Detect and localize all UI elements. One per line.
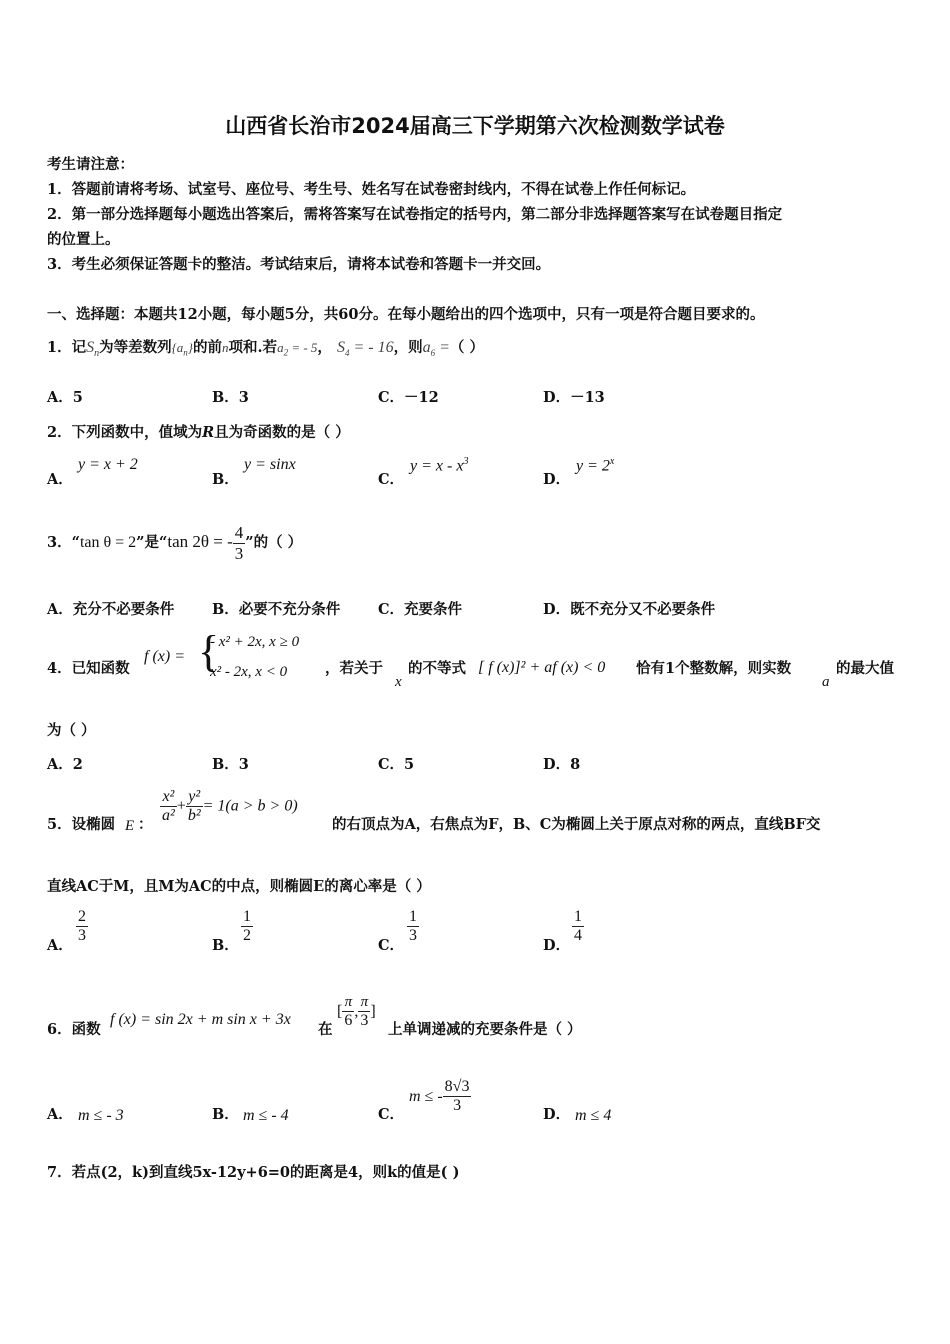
q4-function: f (x) = <box>144 648 185 665</box>
question-5-stem-2: 的右顶点为A，右焦点为F，B、C为椭圆上关于原点对称的两点，直线BF交 <box>332 816 821 833</box>
q4-case-1: - x² + 2x, x ≥ 0 <box>210 634 300 650</box>
q4-a: a <box>822 674 830 690</box>
question-4-stem-3: 的不等式 <box>408 660 466 677</box>
q1-option-a: A．5 <box>47 389 83 406</box>
q4-x: x <box>395 674 402 690</box>
question-4-stem-2: ，若关于 <box>325 660 383 677</box>
q5-option-c-label: C． <box>378 937 405 954</box>
question-6-stem-2: 在 <box>318 1021 333 1038</box>
section-heading: 一、选择题：本题共12小题，每小题5分，共60分。在每小题给出的四个选项中，只有一项是符合题目要求的。 <box>47 306 765 323</box>
q6-option-d-formula: m ≤ 4 <box>575 1107 612 1124</box>
q5-option-c-value: $\frac{1}{3}$ <box>409 908 417 945</box>
question-4-stem-4: 恰有1个整数解，则实数 <box>636 660 792 677</box>
q5-option-b-label: B． <box>212 937 239 954</box>
q4-option-b: B．3 <box>212 756 249 773</box>
q5-colon: ： <box>138 816 153 833</box>
q2-option-b-label: B． <box>212 471 239 488</box>
question-4-stem-start: 4．已知函数 <box>47 660 130 677</box>
notice-item-3: 3．考生必须保证答题卡的整洁。考试结束后，请将本试卷和答题卡一并交回。 <box>47 256 551 273</box>
question-5-stem-start: 5．设椭圆 <box>47 816 116 833</box>
q4-option-d: D．8 <box>543 756 581 773</box>
q4-brace: { <box>198 627 220 676</box>
q6-option-b-label: B． <box>212 1106 239 1123</box>
q6-option-b-formula: m ≤ - 4 <box>243 1107 289 1124</box>
q6-option-c-formula: m ≤ - $\frac{8√3}{3}$ <box>409 1078 470 1115</box>
q2-option-c-formula: $y = x - x^3$ <box>410 456 469 475</box>
q2-option-c-label: C． <box>378 471 405 488</box>
page-title: 山西省长治市2024届高三下学期第六次检测数学试卷 <box>225 114 725 138</box>
q5-E: E <box>125 818 135 834</box>
q4-option-c: C．5 <box>378 756 415 773</box>
question-5-stem-3: 直线AC于M，且M为AC的中点，则椭圆E的离心率是（ ） <box>47 878 431 895</box>
q6-option-a-label: A． <box>47 1106 73 1123</box>
q5-option-d-value: $\frac{1}{4}$ <box>574 908 582 945</box>
question-6-stem-start: 6．函数 <box>47 1021 101 1038</box>
q3-option-d: D．既不充分又不必要条件 <box>543 601 716 618</box>
question-3-stem: 3．“tan θ = 2”是“tan 2θ = - $\frac{4}{3}$ ”的（ ） <box>47 522 303 563</box>
q4-option-a: A．2 <box>47 756 83 773</box>
q4-case-2: x² - 2x, x < 0 <box>210 664 288 680</box>
notice-item-2: 2．第一部分选择题每小题选出答案后，需将答案写在试卷指定的括号内，第二部分非选择题答案写在试卷题目指定 <box>47 206 783 223</box>
q1-option-d: D．－13 <box>543 389 605 406</box>
q5-option-d-label: D． <box>543 937 571 954</box>
question-2-stem: 2．下列函数中，值域为R且为奇函数的是（ ） <box>47 424 350 441</box>
q3-option-c: C．充要条件 <box>378 601 463 618</box>
question-4-stem-5: 的最大值 <box>836 660 894 677</box>
q2-option-d-label: D． <box>543 471 571 488</box>
q3-option-a: A．充分不必要条件 <box>47 601 175 618</box>
q6-option-d-label: D． <box>543 1106 571 1123</box>
q4-inequality: [ f (x)]² + af (x) < 0 <box>478 659 606 676</box>
q3-option-b: B．必要不充分条件 <box>212 601 341 618</box>
question-1-stem: 1．记$S_n$为等差数列$\{a_n\}$的前n项和.若$a_2$ = - 5， $S_4$ = - 16，则$a_6$ =（ ） <box>47 339 484 360</box>
q1-option-c: C．－12 <box>378 389 439 406</box>
notice-item-2-cont: 的位置上。 <box>47 231 120 248</box>
q6-option-c-label: C． <box>378 1106 405 1123</box>
q6-function: f (x) = sin 2x + m sin x + 3x <box>110 1011 291 1028</box>
q1-option-b: B．3 <box>212 389 249 406</box>
q2-option-d-formula: $y = 2^x$ <box>576 456 615 475</box>
question-6-stem-3: 上单调递减的充要条件是（ ） <box>388 1021 582 1038</box>
q6-interval: [ $\frac{\pi}{6}$ , $\frac{\pi}{3}$ ] <box>337 994 376 1030</box>
notice-item-1: 1．答题前请将考场、试室号、座位号、考生号、姓名写在试卷密封线内，不得在试卷上作任何标记。 <box>47 181 696 198</box>
q5-option-a-value: $\frac{2}{3}$ <box>78 908 86 945</box>
q2-option-a-formula: y = x + 2 <box>78 456 138 473</box>
notice-heading: 考生请注意： <box>47 156 134 173</box>
q2-option-b-formula: y = sinx <box>244 456 296 473</box>
q5-option-b-value: $\frac{1}{2}$ <box>243 908 251 945</box>
q6-option-a-formula: m ≤ - 3 <box>78 1107 124 1124</box>
q5-ellipse-equation: $\frac{\text{x²}}{\text{a²}}$ + $\frac{\text{y²}}{\text{b²}}$ = 1(a > b > 0) <box>162 788 298 825</box>
question-7-stem: 7．若点(2，k)到直线5x-12y+6=0的距离是4，则k的值是( ) <box>47 1164 460 1181</box>
question-4-stem-6: 为（ ） <box>47 722 96 739</box>
q2-option-a-label: A． <box>47 471 73 488</box>
q5-option-a-label: A． <box>47 937 73 954</box>
